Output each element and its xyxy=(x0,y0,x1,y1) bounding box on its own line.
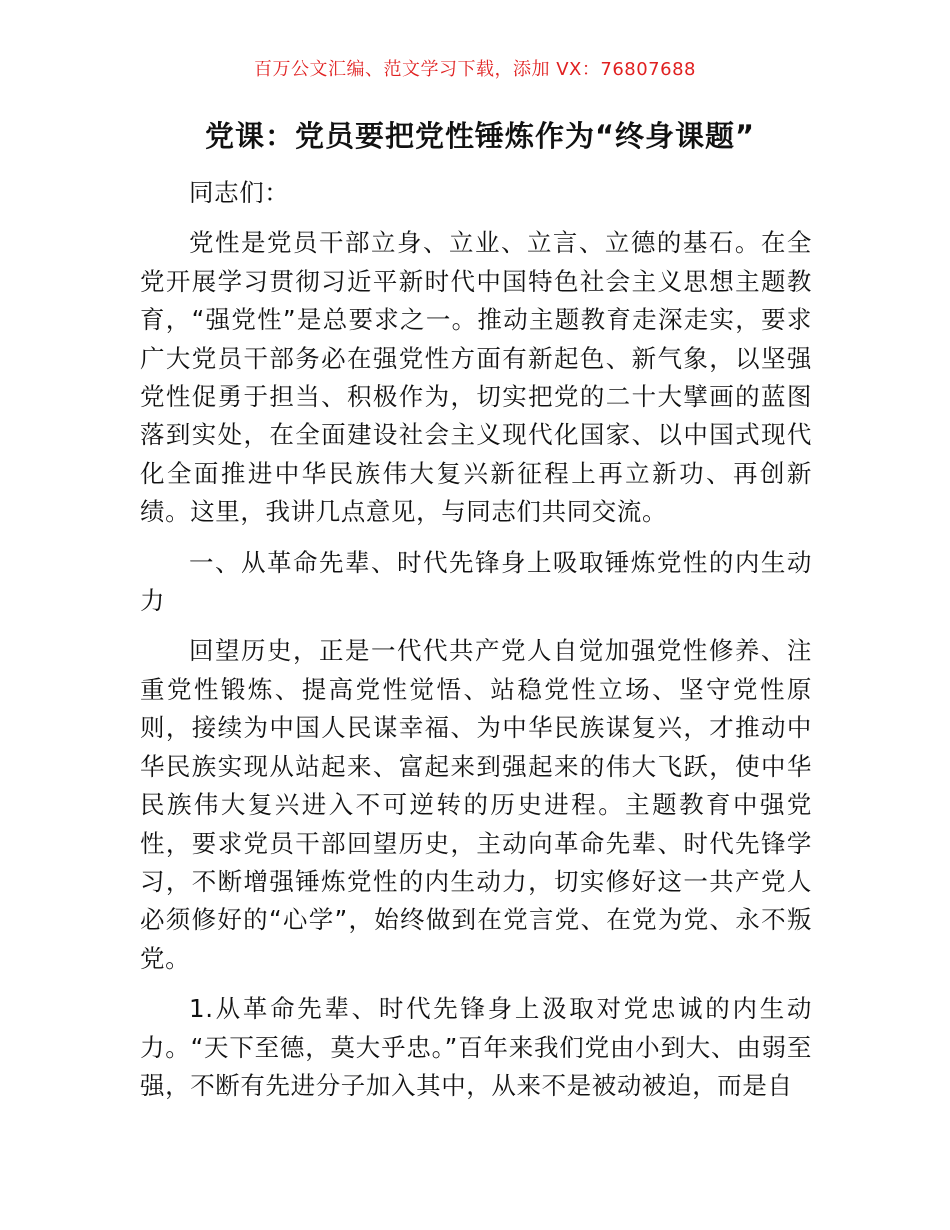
paragraph-intro: 党性是党员干部立身、立业、立言、立德的基石。在全党开展学习贯彻习近平新时代中国特色社会主义思想主题教育，“强党性”是总要求之一。推动主题教育走深走实，要求广大党员干部务必在强党性方面有新起色、新气象，以坚强党性促勇于担当、积极作为，切实把党的二十大擘画的蓝图落到实处，在全面建设社会主义现代化国家、以中国式现代化全面推进中华民族伟大复兴新征程上再立新功、再创新绩。这里，我讲几点意见，与同志们共同交流。 xyxy=(140,228,812,527)
paragraph-history: 回望历史，正是一代代共产党人自觉加强党性修养、注重党性锻炼、提高党性觉悟、站稳党性立场、坚守党性原则，接续为中国人民谋幸福、为中华民族谋复兴，才推动中华民族实现从站起来、富起来到强起来的伟大飞跃，使中华民族伟大复兴进入不可逆转的历史进程。主题教育中强党性，要求党员干部回望历史，主动向革命先辈、时代先锋学习，不断增强锤炼党性的内生动力，切实修好这一共产党人必须修好的“心学”，始终做到在党言党、在党为党、永不叛党。 xyxy=(140,636,812,973)
section-heading-1: 一、从革命先辈、时代先锋身上吸取锤炼党性的内生动力 xyxy=(140,547,812,616)
document-body xyxy=(140,174,812,1105)
paragraph-subpoint-1: 1.从革命先辈、时代先锋身上汲取对党忠诚的内生动力。“天下至德，莫大乎忠。”百年来我们党由小到大、由弱至强，不断有先进分子加入其中，从来不是被动被迫，而是自 xyxy=(140,994,812,1100)
watermark-banner: 百万公文汇编、范文学习下载，添加 VX：76807688 xyxy=(254,59,696,80)
greeting: 同志们： xyxy=(189,178,290,207)
document-title: 党课：党员要把党性锤炼作为“终身课题” xyxy=(204,119,756,153)
